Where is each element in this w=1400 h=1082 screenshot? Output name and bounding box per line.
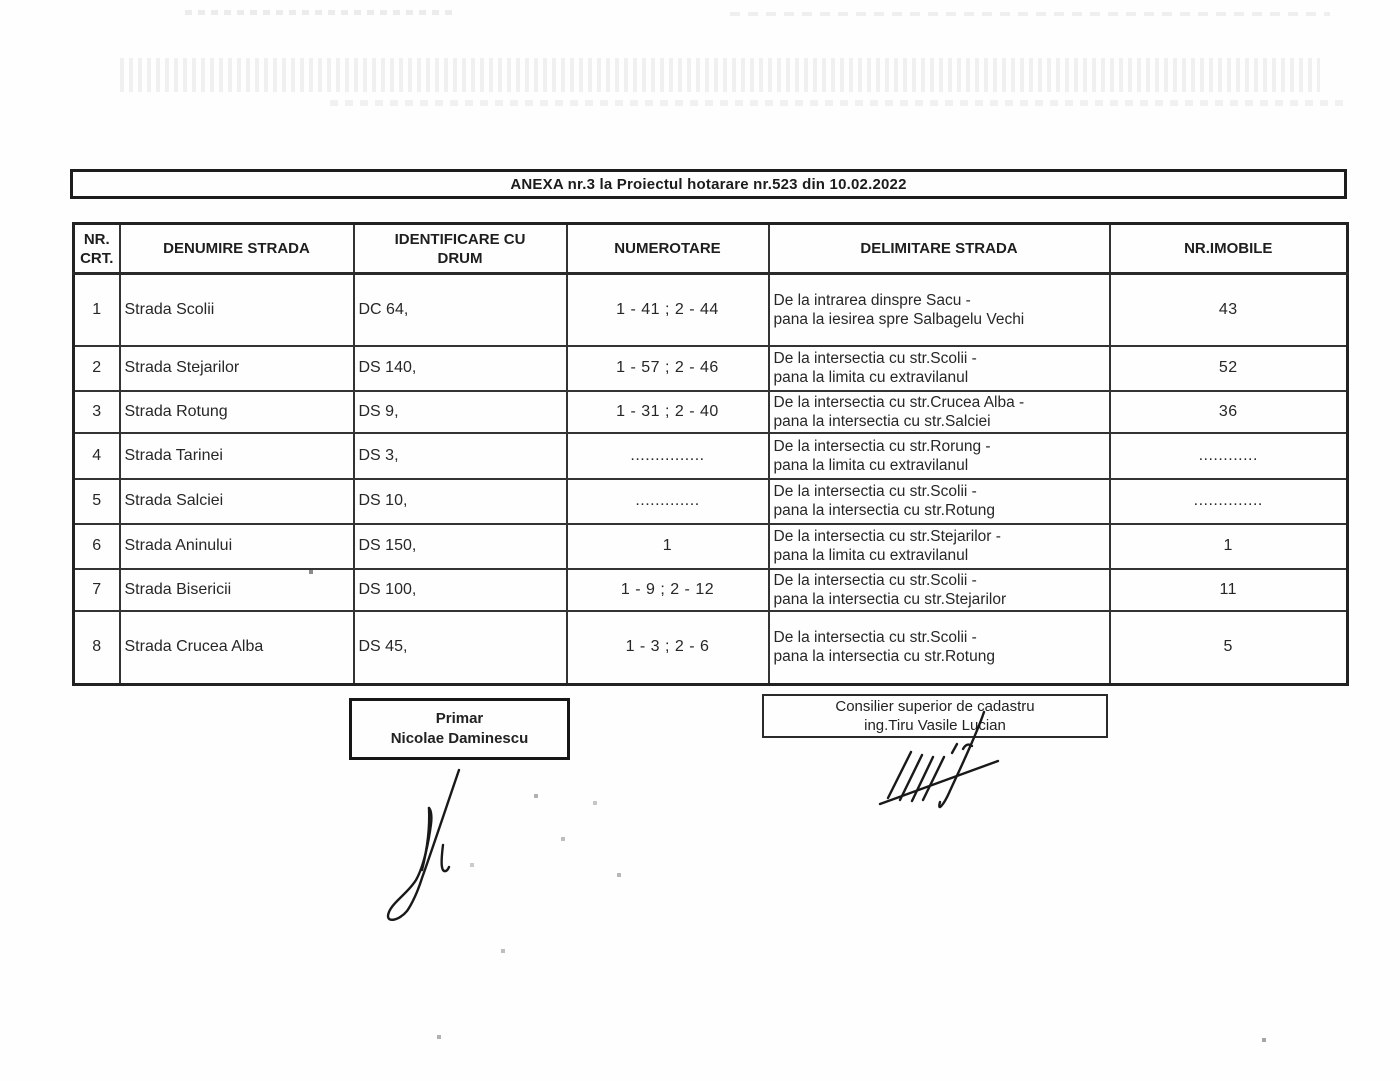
header-nr-crt — [74, 224, 120, 274]
delimitare-line1: De la intersectia cu str.Scolii - — [773, 350, 977, 367]
delimitare-line1: De la intersectia cu str.Stejarilor - — [773, 528, 1001, 545]
primar-title: Primar — [435, 710, 484, 727]
cell-identificare-drum: DS 140, — [354, 346, 567, 391]
delimitare-line2: pana la intersectia cu str.Salciei — [773, 412, 991, 430]
primar-signature-box — [349, 698, 570, 760]
cell-numerotare: 1 - 3 ; 2 - 6 — [567, 611, 769, 685]
header-row — [74, 224, 1348, 274]
cell-identificare-drum: DS 3, — [354, 433, 567, 479]
cell-nr-crt: 4 — [74, 433, 120, 479]
cell-denumire-strada: Strada Scolii — [120, 274, 354, 346]
cell-nr-imobile: 11 — [1110, 569, 1348, 611]
consilier-name: ing.Tiru Vasile Lucian — [864, 717, 1006, 734]
header-nr-imobile: NR.IMOBILE — [1110, 224, 1348, 274]
cell-delimitare-strada — [769, 433, 1110, 479]
cell-nr-crt: 8 — [74, 611, 120, 685]
cell-numerotare: 1 - 9 ; 2 - 12 — [567, 569, 769, 611]
delimitare-line1: De la intersectia cu str.Rorung - — [773, 437, 991, 455]
table-row — [74, 611, 1348, 685]
delimitare-line2: pana la intersectia cu str.Stejarilor — [773, 590, 1007, 608]
table-row — [74, 524, 1348, 569]
cell-numerotare: 1 - 31 ; 2 - 40 — [567, 391, 769, 433]
cell-nr-imobile: 36 — [1110, 391, 1348, 433]
cell-nr-crt: 5 — [74, 479, 120, 524]
cell-numerotare: 1 - 41 ; 2 - 44 — [567, 274, 769, 346]
table-row — [74, 479, 1348, 524]
consilier-handwritten-signature — [855, 700, 1015, 825]
scan-noise-band — [730, 12, 1330, 16]
cell-nr-crt: 2 — [74, 346, 120, 391]
cell-denumire-strada: Strada Rotung — [120, 391, 354, 433]
cell-nr-imobile: .............. — [1110, 479, 1348, 524]
delimitare-line1: De la intersectia cu str.Scolii - — [773, 629, 977, 647]
annex-title: ANEXA nr.3 la Proiectul hotarare nr.523 din 10.02.2022 — [510, 175, 907, 193]
table-row — [74, 569, 1348, 611]
table-header — [74, 224, 1348, 274]
streets-table — [72, 222, 1349, 686]
streets-table-body — [74, 274, 1348, 685]
cell-delimitare-strada — [769, 391, 1110, 433]
cell-nr-imobile: ............ — [1110, 433, 1348, 479]
cell-identificare-drum: DS 150, — [354, 524, 567, 569]
cell-delimitare-strada — [769, 524, 1110, 569]
cell-nr-crt: 1 — [74, 274, 120, 346]
delimitare-line2: pana la iesirea spre Salbagelu Vechi — [773, 310, 1025, 328]
cell-identificare-drum: DS 45, — [354, 611, 567, 685]
annex-title-box — [70, 169, 1347, 199]
delimitare-line2: pana la limita cu extravilanul — [773, 456, 969, 474]
cell-nr-imobile: 52 — [1110, 346, 1348, 391]
cell-delimitare-strada — [769, 611, 1110, 685]
header-drum-line2: DRUM — [437, 249, 483, 267]
header-nr-line2: CRT. — [80, 249, 114, 267]
delimitare-line1: De la intrarea dinspre Sacu - — [773, 291, 971, 309]
delimitare-line1: De la intersectia cu str.Crucea Alba - — [773, 393, 1025, 411]
delimitare-line2: pana la intersectia cu str.Rotung — [773, 648, 995, 666]
cell-denumire-strada: Strada Tarinei — [120, 433, 354, 479]
header-drum-line1: IDENTIFICARE CU — [394, 230, 526, 248]
cell-denumire-strada: Strada Bisericii — [120, 569, 354, 611]
scan-noise-band — [185, 10, 455, 15]
table-row — [74, 433, 1348, 479]
delimitare-line2: pana la limita cu extravilanul — [773, 369, 969, 386]
header-denumire-strada: DENUMIRE STRADA — [120, 224, 354, 274]
cell-delimitare-strada — [769, 479, 1110, 524]
header-nr-line1: NR. — [83, 230, 110, 248]
delimitare-line1: De la intersectia cu str.Scolii - — [773, 483, 977, 500]
cell-delimitare-strada — [769, 346, 1110, 391]
cell-numerotare: 1 - 57 ; 2 - 46 — [567, 346, 769, 391]
delimitare-line2: pana la intersectia cu str.Rotung — [773, 502, 995, 519]
table-row — [74, 391, 1348, 433]
primar-handwritten-signature — [378, 758, 548, 933]
cell-nr-imobile: 1 — [1110, 524, 1348, 569]
cell-identificare-drum: DS 100, — [354, 569, 567, 611]
cell-numerotare: ............. — [567, 479, 769, 524]
cell-delimitare-strada — [769, 274, 1110, 346]
cell-denumire-strada: Strada Aninului — [120, 524, 354, 569]
table-row — [74, 346, 1348, 391]
cell-delimitare-strada — [769, 569, 1110, 611]
consilier-title: Consilier superior de cadastru — [835, 698, 1035, 715]
table-row — [74, 274, 1348, 346]
delimitare-line1: De la intersectia cu str.Scolii - — [773, 571, 977, 589]
cell-numerotare: 1 — [567, 524, 769, 569]
scan-speckles — [0, 0, 2, 2]
header-identificare-drum — [354, 224, 567, 274]
delimitare-line2: pana la limita cu extravilanul — [773, 547, 969, 564]
cell-denumire-strada: Strada Crucea Alba — [120, 611, 354, 685]
cell-nr-imobile: 43 — [1110, 274, 1348, 346]
header-delimitare-strada: DELIMITARE STRADA — [769, 224, 1110, 274]
header-numerotare: NUMEROTARE — [567, 224, 769, 274]
cell-denumire-strada: Strada Salciei — [120, 479, 354, 524]
cell-nr-crt: 3 — [74, 391, 120, 433]
cell-nr-crt: 6 — [74, 524, 120, 569]
cell-identificare-drum: DC 64, — [354, 274, 567, 346]
cell-numerotare: ............... — [567, 433, 769, 479]
cell-identificare-drum: DS 10, — [354, 479, 567, 524]
cell-nr-imobile: 5 — [1110, 611, 1348, 685]
primar-name: Nicolae Daminescu — [390, 730, 529, 747]
scan-noise-band — [120, 58, 1320, 92]
cell-nr-crt: 7 — [74, 569, 120, 611]
cell-denumire-strada: Strada Stejarilor — [120, 346, 354, 391]
scan-noise-band — [330, 100, 1350, 106]
cell-identificare-drum: DS 9, — [354, 391, 567, 433]
